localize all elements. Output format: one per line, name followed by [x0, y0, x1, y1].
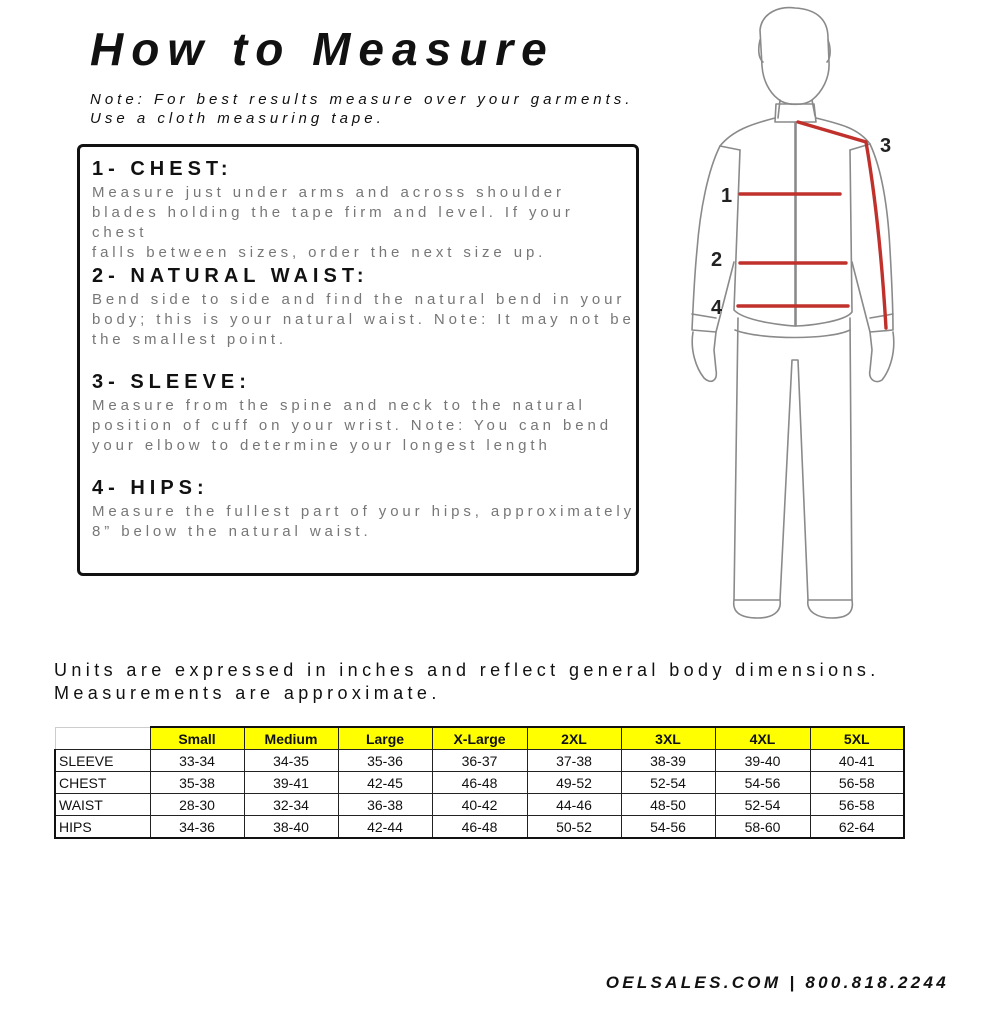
- table-cell: 32-34: [244, 794, 338, 816]
- step-line: Measure from the spine and neck to the natural: [92, 397, 586, 414]
- table-cell: 46-48: [432, 816, 527, 839]
- instructions-box: [77, 144, 639, 576]
- table-cell: 56-58: [810, 794, 904, 816]
- marker-1: 1: [721, 185, 733, 207]
- step-line: blades holding the tape firm and level. If your chest: [92, 204, 574, 241]
- step-line: the smallest point.: [92, 331, 287, 348]
- step-title: 4- HIPS:: [92, 477, 209, 499]
- note-line-1: Note: For best results measure over your garments.: [90, 91, 634, 108]
- table-row: [55, 816, 904, 839]
- column-header: 3XL: [621, 727, 715, 750]
- table-cell: 49-52: [527, 772, 621, 794]
- table-cell: 56-58: [810, 772, 904, 794]
- table-cell: 54-56: [715, 772, 810, 794]
- table-row: [55, 772, 904, 794]
- table-cell: 34-36: [150, 816, 244, 839]
- table-row: [55, 794, 904, 816]
- table-cell: 52-54: [621, 772, 715, 794]
- column-header: X-Large: [432, 727, 527, 750]
- table-cell: 48-50: [621, 794, 715, 816]
- row-label: WAIST: [55, 794, 150, 816]
- table-corner-cell: [55, 727, 150, 750]
- table-cell: 38-39: [621, 750, 715, 772]
- step-text: [92, 396, 637, 456]
- units-line-1: Units are expressed in inches and reflect general body dimensions.: [54, 660, 880, 680]
- step-line: position of cuff on your wrist. Note: You can bend: [92, 417, 612, 434]
- table-cell: 42-44: [338, 816, 432, 839]
- column-header: 2XL: [527, 727, 621, 750]
- step-chest: [92, 157, 637, 263]
- table-cell: 36-38: [338, 794, 432, 816]
- table-cell: 58-60: [715, 816, 810, 839]
- table-cell: 33-34: [150, 750, 244, 772]
- note-line-2: Use a cloth measuring tape.: [90, 110, 385, 127]
- table-cell: 40-42: [432, 794, 527, 816]
- step-line: your elbow to determine your longest length: [92, 437, 551, 454]
- step-natural-waist: [92, 264, 637, 350]
- step-title: 2- NATURAL WAIST:: [92, 265, 369, 287]
- step-hips: [92, 476, 637, 542]
- step-line: body; this is your natural waist. Note: It may not be: [92, 311, 635, 328]
- table-cell: 50-52: [527, 816, 621, 839]
- table-cell: 54-56: [621, 816, 715, 839]
- row-label: CHEST: [55, 772, 150, 794]
- table-cell: 36-37: [432, 750, 527, 772]
- table-cell: 40-41: [810, 750, 904, 772]
- table-cell: 28-30: [150, 794, 244, 816]
- sleeve-measure-line: [798, 122, 886, 328]
- measurement-lines: [738, 122, 886, 328]
- table-cell: 42-45: [338, 772, 432, 794]
- step-title: 3- SLEEVE:: [92, 371, 251, 393]
- step-line: Measure just under arms and across shoulder: [92, 184, 565, 201]
- marker-2: 2: [711, 249, 723, 271]
- step-line: 8” below the natural waist.: [92, 523, 372, 540]
- step-line: Bend side to side and find the natural bend in your: [92, 291, 626, 308]
- table-cell: 35-36: [338, 750, 432, 772]
- step-sleeve: [92, 370, 637, 456]
- table-cell: 46-48: [432, 772, 527, 794]
- footer-contact: OELSALES.COM | 800.818.2244: [605, 973, 949, 992]
- column-header: Medium: [244, 727, 338, 750]
- step-line: falls between sizes, order the next size up.: [92, 244, 547, 261]
- units-line-2: Measurements are approximate.: [54, 683, 441, 703]
- column-header: 4XL: [715, 727, 810, 750]
- marker-4: 4: [711, 297, 723, 319]
- table-cell: 52-54: [715, 794, 810, 816]
- column-header: Large: [338, 727, 432, 750]
- table-cell: 35-38: [150, 772, 244, 794]
- table-cell: 37-38: [527, 750, 621, 772]
- table-cell: 44-46: [527, 794, 621, 816]
- step-text: [92, 290, 637, 350]
- step-text: [92, 502, 637, 542]
- step-text: [92, 183, 637, 263]
- body-figure-illustration: [680, 0, 910, 640]
- table-row: [55, 750, 904, 772]
- row-label: SLEEVE: [55, 750, 150, 772]
- table-cell: 34-35: [244, 750, 338, 772]
- table-header-row: [55, 727, 904, 750]
- table-cell: 39-40: [715, 750, 810, 772]
- column-header: Small: [150, 727, 244, 750]
- units-note: [54, 659, 880, 705]
- step-line: Measure the fullest part of your hips, approximately: [92, 503, 635, 520]
- column-header: 5XL: [810, 727, 904, 750]
- measuring-note: [90, 90, 633, 128]
- page-title: How to Measure: [90, 23, 555, 75]
- table-cell: 62-64: [810, 816, 904, 839]
- size-chart-table: [54, 726, 905, 839]
- step-title: 1- CHEST:: [92, 158, 233, 180]
- table-cell: 39-41: [244, 772, 338, 794]
- row-label: HIPS: [55, 816, 150, 839]
- table-cell: 38-40: [244, 816, 338, 839]
- marker-3: 3: [880, 135, 892, 157]
